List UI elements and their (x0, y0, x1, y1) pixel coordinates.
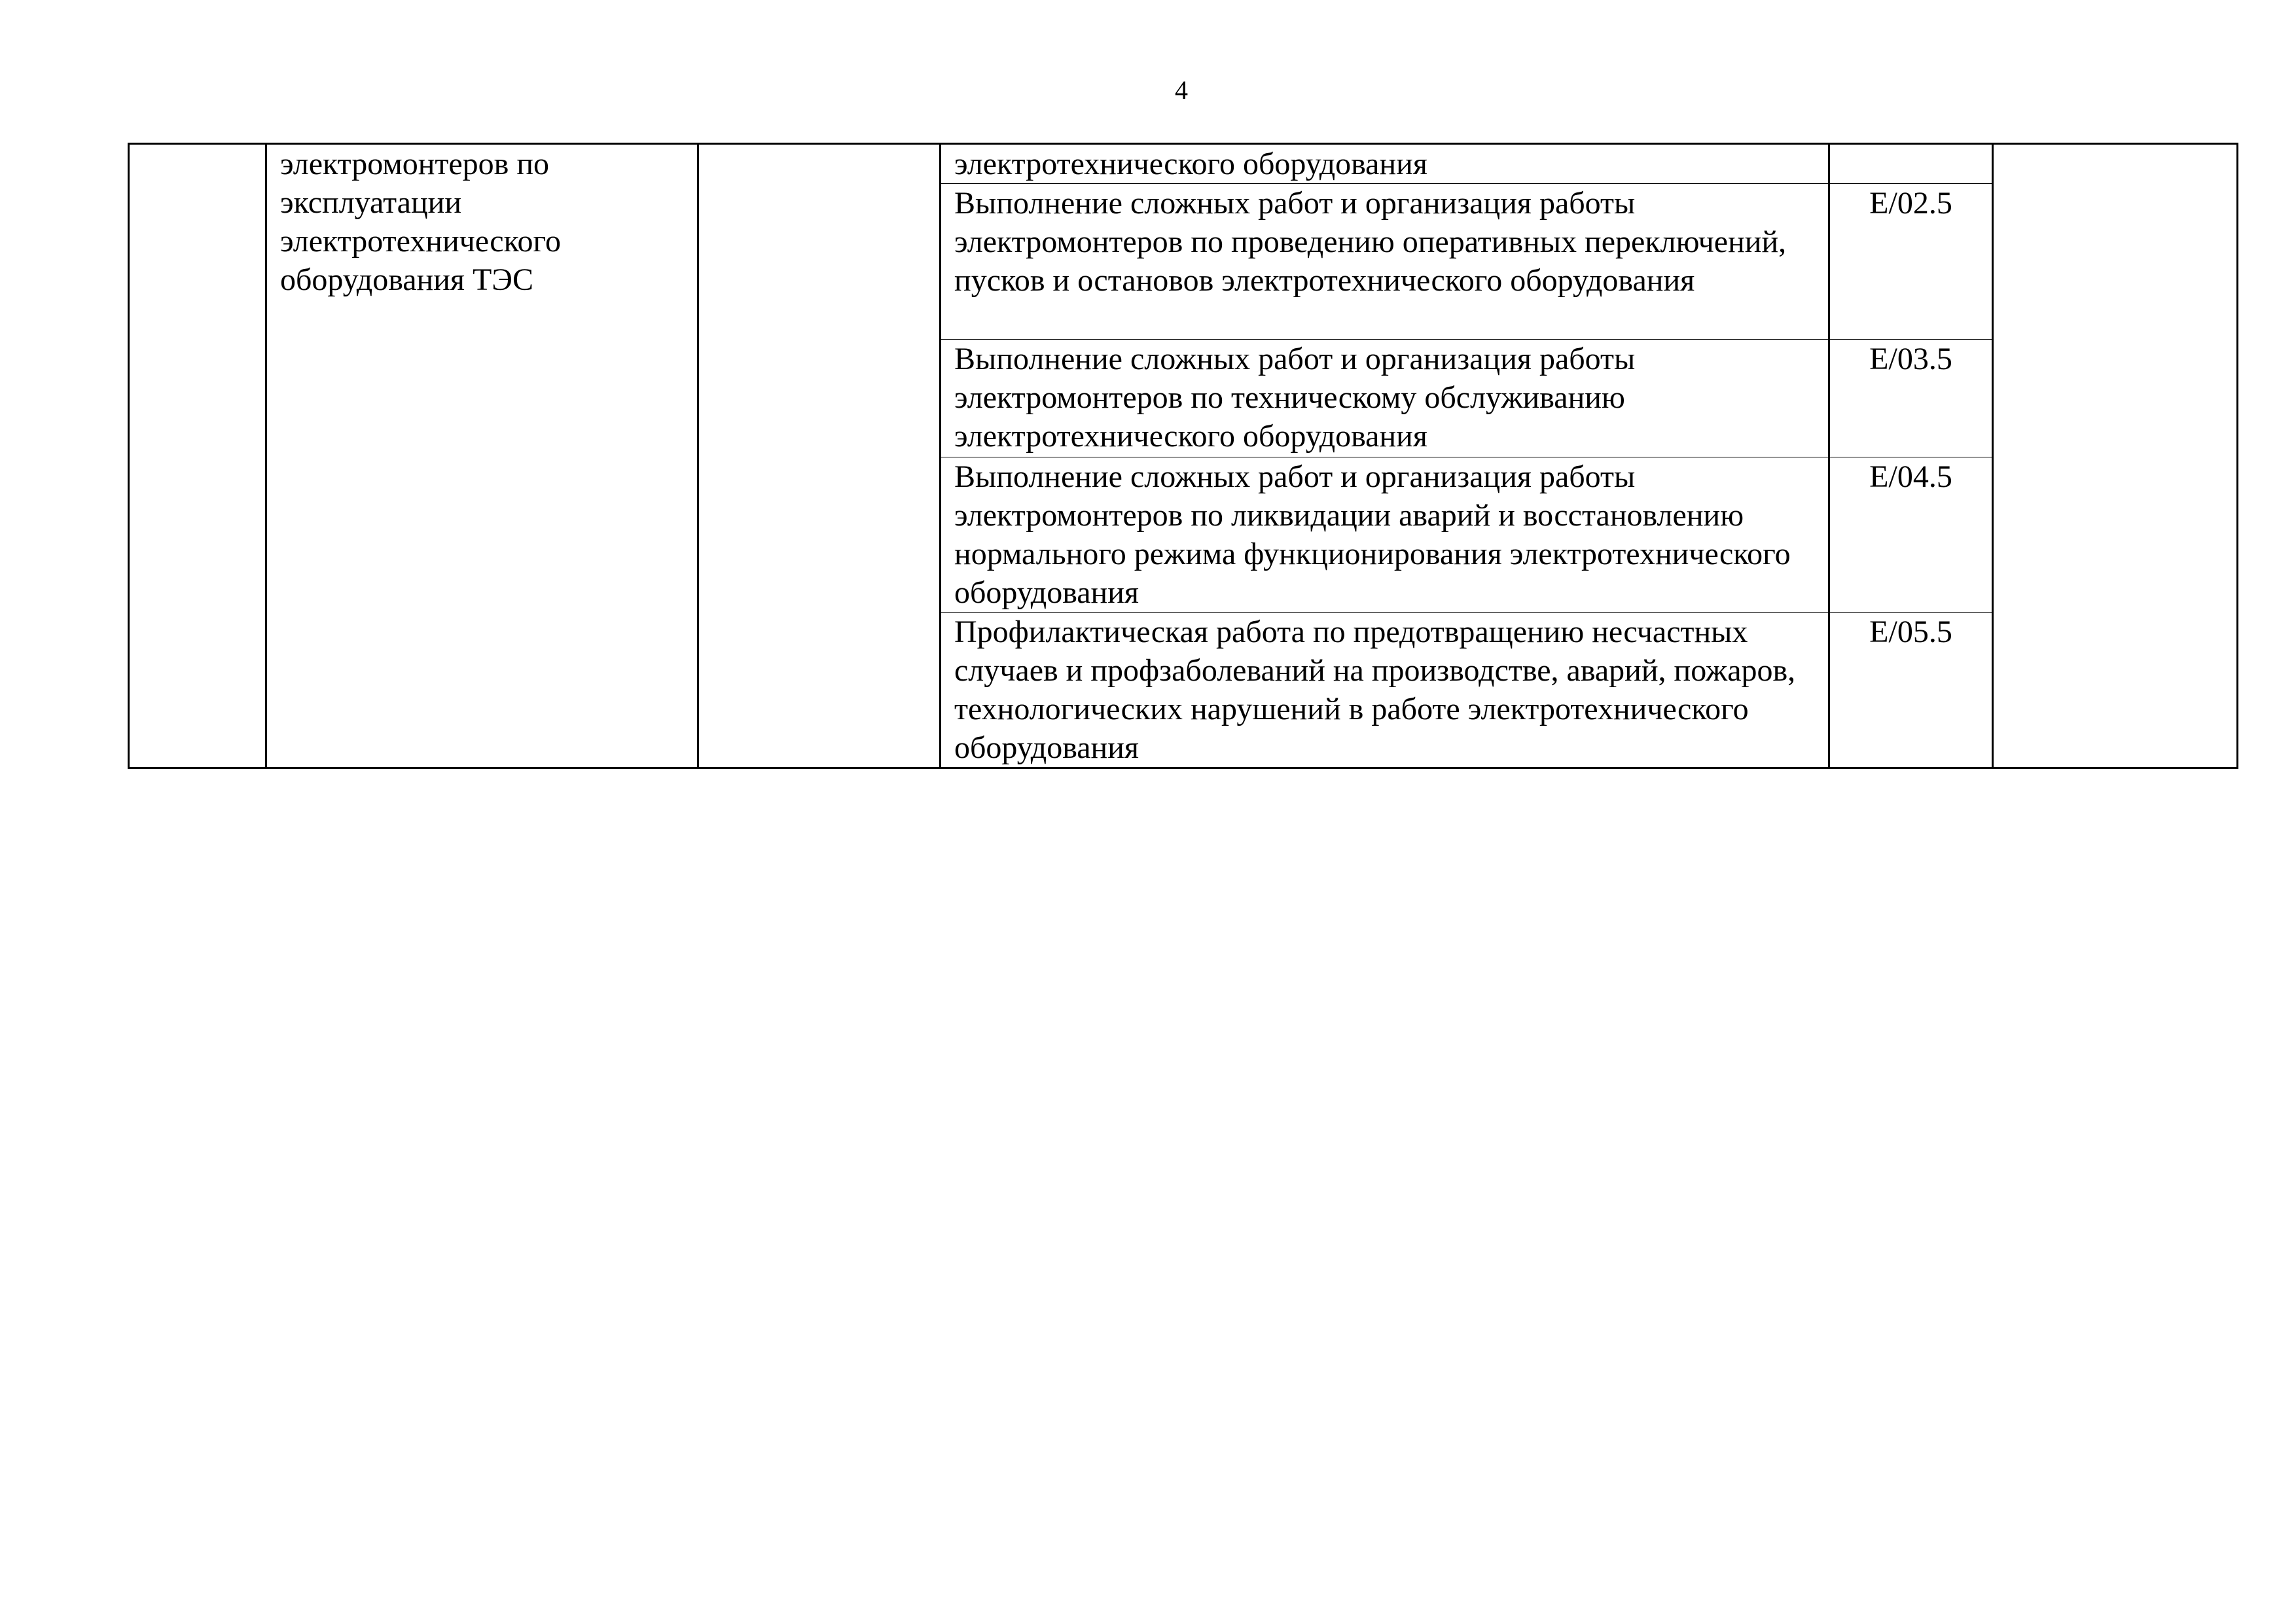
notes-cell (1993, 144, 2238, 768)
function-cell (941, 613, 1829, 768)
code-cell (1829, 340, 1993, 457)
function-code: E/02.5 (1869, 186, 1952, 221)
code-cell (1829, 144, 1993, 184)
code-cell (1829, 457, 1993, 613)
function-text: электротехнического оборудования (954, 147, 1427, 181)
function-text: Выполнение сложных работ и организация работы электромонтеров по проведению оперативных переключений, пусков и остановов электротехнического оборудования (954, 186, 1787, 298)
function-cell (941, 184, 1829, 340)
function-cell (941, 457, 1829, 613)
qualification-name-cell (266, 144, 698, 768)
table-row (129, 144, 2238, 184)
function-code: E/03.5 (1869, 342, 1952, 376)
function-code: E/04.5 (1869, 459, 1952, 494)
number-cell (129, 144, 266, 768)
function-text: Выполнение сложных работ и организация работы электромонтеров по ликвидации аварий и восстановлению нормального режима функционирования электротехнического оборудования (954, 459, 1791, 610)
level-cell (698, 144, 941, 768)
qualification-name-text: электромонтеров по эксплуатации электротехнического оборудования ТЭС (280, 147, 561, 297)
function-cell (941, 144, 1829, 184)
code-cell (1829, 184, 1993, 340)
function-code: E/05.5 (1869, 615, 1952, 649)
code-cell (1829, 613, 1993, 768)
function-text: Выполнение сложных работ и организация работы электромонтеров по техническому обслуживанию электротехнического оборудования (954, 342, 1636, 454)
qualifications-table (128, 143, 2238, 769)
function-text: Профилактическая работа по предотвращению несчастных случаев и профзаболеваний на производстве, аварий, пожаров, технологических нарушений в работе электротехнического оборудования (954, 615, 1796, 765)
page-number: 4 (1175, 75, 1188, 105)
function-cell (941, 340, 1829, 457)
